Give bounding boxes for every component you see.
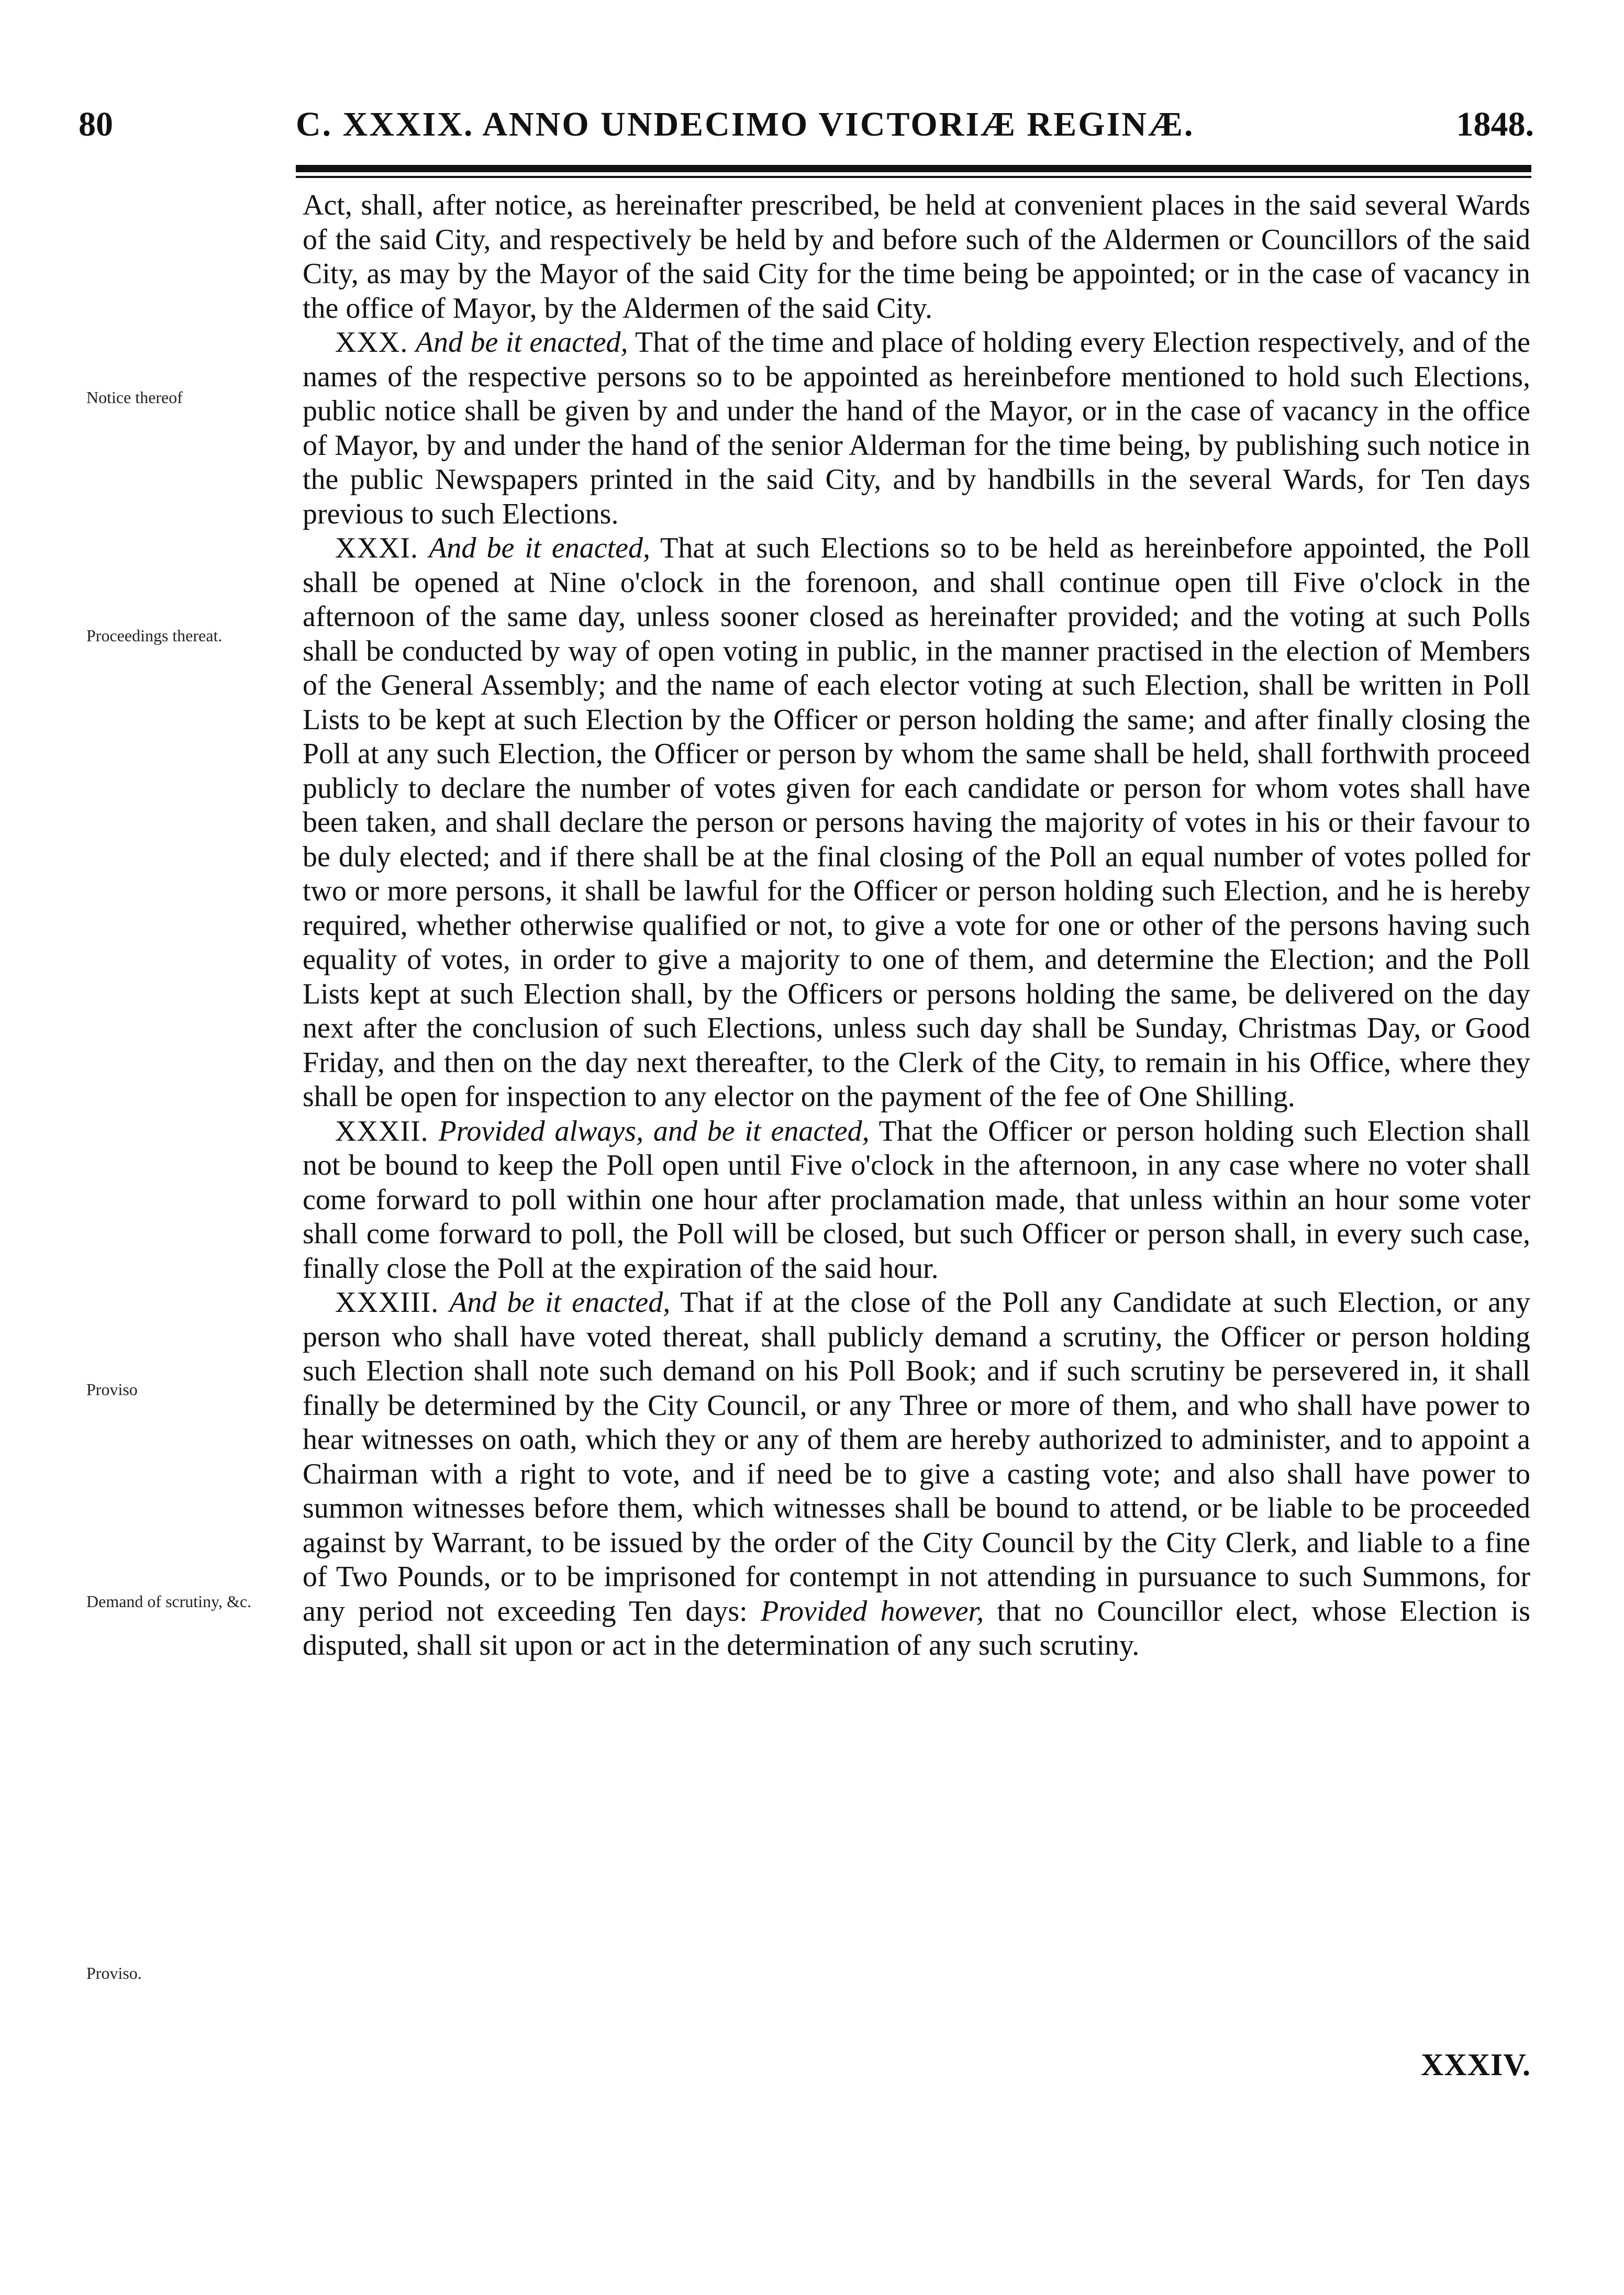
section-xxxii bbox=[303, 1115, 1530, 1286]
section-number: XXX. bbox=[335, 326, 408, 359]
margin-note-notice: Notice thereof bbox=[86, 388, 183, 407]
paragraph-text: That at such Elections so to be held as hereinbefore appointed, the Poll shall be opened at Nine o'clock in the forenoon, and shall continue open till Five o'clock in the afternoon of the same day, unless sooner closed as hereinafter provided; and the voting at such Polls shall be conducted by way of open voting in public, in the manner practised in the election of Members of the General Assembly; and the name of each elector voting at such Election, shall be written in Poll Lists to be kept at such Election by the Officer or person holding the same; and after finally closing the Poll at any such Election, the Officer or person by whom the same shall be held, shall forthwith proceed publicly to declare the number of votes given for each candidate or person for whom votes shall have been taken, and shall declare the person or persons having the majority of votes in his or their favour to be duly elected; and if there shall be at the final closing of the Poll an equal number of votes polled for two or more persons, it shall be lawful for the Officer or person holding such Election, and he is hereby required, whether otherwise qualified or not, to give a vote for one or other of the persons having such equality of votes, in order to give a majority to one of them, and determine the Election; and the Poll Lists kept at such Election shall, by the Officers or persons holding the same, be delivered on the day next after the conclusion of such Elections, unless such day shall be Sunday, Christmas Day, or Good Friday, and then on the day next thereafter, to the Clerk of the City, to remain in his Office, where they shall be open for inspection to any elector on the payment of the fee of One Shilling. bbox=[303, 532, 1530, 1113]
page-number: 80 bbox=[79, 105, 113, 143]
enacting-clause: And be it enacted, bbox=[415, 326, 628, 359]
proviso-text: that no Councillor elect, whose Election is disputed, shall sit upon or act in the determination of any such scrutiny. bbox=[303, 1595, 1530, 1662]
catchword: XXXIV. bbox=[1421, 2047, 1531, 2082]
section-xxxiii bbox=[303, 1286, 1530, 1663]
running-title: C. XXXIX. ANNO UNDECIMO VICTORIÆ REGINÆ. bbox=[296, 105, 1195, 143]
margin-note-proviso-2: Proviso. bbox=[86, 1964, 142, 1982]
paragraph-text: That the Officer or person holding such Election shall not be bound to keep the Poll open until Five o'clock in the afternoon, in any case where no voter shall come forward to poll within one hour after proclamation made, that unless within an hour some voter shall come forward to poll, the Poll will be closed, but such Officer or person shall, in every such case, finally close the Poll at the expiration of the said hour. bbox=[303, 1115, 1530, 1285]
enacting-clause: And be it enacted, bbox=[449, 1286, 671, 1319]
margin-note-proviso: Proviso bbox=[86, 1380, 138, 1399]
enacting-clause: Provided always, and be it enacted, bbox=[438, 1115, 870, 1148]
enacting-clause: And be it enacted, bbox=[429, 532, 650, 564]
paragraph-text: Act, shall, after notice, as hereinafter prescribed, be held at convenient places in the said several Wards of the said City, and respectively be held by and before such of the Aldermen or Councillors of the said City, as may by the Mayor of the said City for the time being be appointed; or in the case of vacancy in the office of Mayor, by the Aldermen of the said City. bbox=[303, 189, 1530, 325]
section-number: XXXI. bbox=[335, 532, 418, 564]
section-number: XXXIII. bbox=[335, 1286, 439, 1319]
proviso-clause: Provided however, bbox=[761, 1595, 984, 1628]
header-rule-thick bbox=[296, 165, 1531, 172]
header-rule-thin bbox=[296, 176, 1531, 178]
section-number: XXXII. bbox=[335, 1115, 429, 1148]
paragraph-text: That of the time and place of holding every Election respectively, and of the names of the respective persons so to be appointed as hereinbefore mentioned to hold such Elections, public notice shall be given by and under the hand of the Mayor, or in the case of vacancy in the office of Mayor, by and under the hand of the senior Alderman for the time being, by publishing such notice in the public Newspapers printed in the said City, and by handbills in the several Wards, for Ten days previous to such Elections. bbox=[303, 326, 1530, 530]
section-xxxi bbox=[303, 531, 1530, 1115]
paragraph-continuation bbox=[303, 188, 1530, 326]
body-text bbox=[303, 188, 1530, 1663]
margin-note-proceedings: Proceedings thereat. bbox=[86, 626, 223, 645]
paragraph-text: That if at the close of the Poll any Candidate at such Election, or any person who shall have voted thereat, shall publicly demand a scrutiny, the Officer or person holding such Election shall note such demand on his Poll Book; and if such scrutiny be persevered in, it shall finally be determined by the City Council, or any Three or more of them, and who shall have power to hear witnesses on oath, which they or any of them are hereby authorized to administer, and to appoint a Chairman with a right to vote, and if need be to give a casting vote; and also shall have power to summon witnesses before them, which witnesses shall be bound to attend, or be liable to be proceeded against by Warrant, to be issued by the order of the City Council by the City Clerk, and liable to a fine of Two Pounds, or to be imprisoned for contempt in not attending in pursuance to such Summons, for any period not exceeding Ten days: bbox=[303, 1286, 1531, 1628]
running-header bbox=[79, 105, 1534, 152]
header-year: 1848. bbox=[1456, 105, 1534, 143]
section-xxx bbox=[303, 326, 1530, 531]
margin-note-demand-of-scrutiny: Demand of scrutiny, &c. bbox=[86, 1592, 252, 1611]
